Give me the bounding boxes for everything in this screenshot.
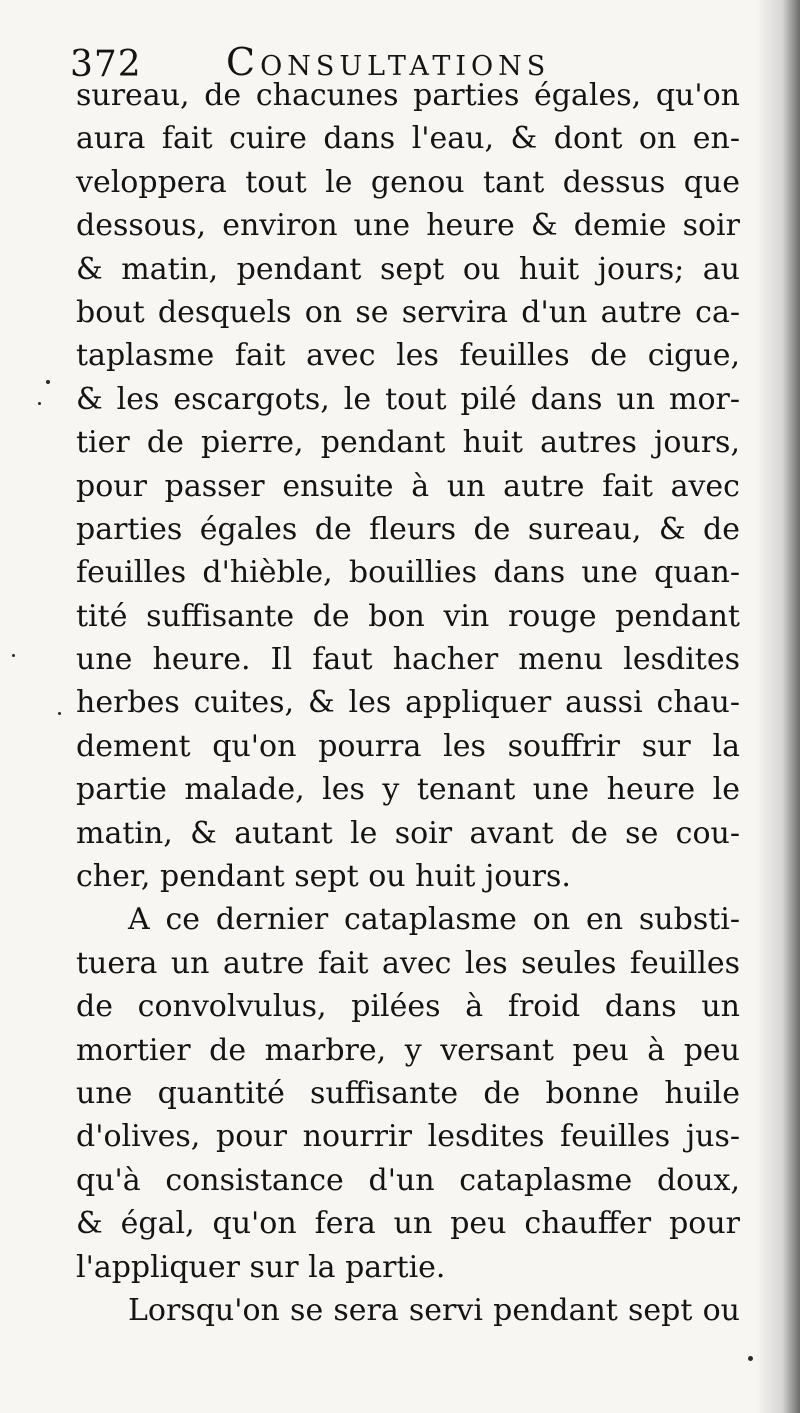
paper-speck <box>12 654 15 657</box>
text-line: tier de pierre, pendant huit autres jours, <box>76 425 740 461</box>
text-line: matin, & autant le soir avant de se cou- <box>76 815 740 851</box>
text-line: herbes cuites, & les appliquer aussi chau- <box>76 685 740 721</box>
text-line: cher, pendant sept ou huit jours. <box>76 859 571 895</box>
text-line: partie malade, les y tenant une heure le <box>76 772 740 808</box>
text-line: qu'à consistance d'un cataplasme doux, <box>76 1162 740 1198</box>
page-number: 372 <box>70 44 142 85</box>
text-line: tité suffisante de bon vin rouge pendant <box>76 598 740 634</box>
text-line: A ce dernier cataplasme on en substi- <box>128 902 740 938</box>
running-head: Consultations <box>226 40 551 84</box>
text-line: une heure. Il faut hacher menu lesdites <box>76 642 740 678</box>
text-line: & les escargots, le tout pilé dans un mor- <box>76 381 740 417</box>
paper-speck <box>46 380 50 384</box>
text-line: mortier de marbre, y versant peu à peu <box>76 1032 740 1068</box>
text-line: pour passer ensuite à un autre fait avec <box>76 468 740 504</box>
text-line: & égal, qu'on fera un peu chauffer pour <box>76 1206 740 1242</box>
text-line: de convolvulus, pilées à froid dans un <box>76 989 740 1025</box>
text-line: bout desquels on se servira d'un autre ca- <box>76 294 740 330</box>
text-line: & matin, pendant sept ou huit jours; au <box>76 251 740 287</box>
paper-speck <box>748 1356 753 1361</box>
text-line: taplasme fait avec les feuilles de cigue, <box>76 338 740 374</box>
text-line: tuera un autre fait avec les seules feuilles <box>76 945 740 981</box>
text-line: une quantité suffisante de bonne huile <box>76 1075 740 1111</box>
text-line: sureau, de chacunes parties égales, qu'on <box>76 78 740 113</box>
text-line: aura fait cuire dans l'eau, & dont on en- <box>76 121 740 157</box>
paper-speck <box>58 712 61 715</box>
paper-speck <box>38 402 41 405</box>
text-line: parties égales de fleurs de sureau, & de <box>76 511 740 547</box>
text-line: dessous, environ une heure & demie soir <box>76 208 740 244</box>
text-line: l'appliquer sur la partie. <box>76 1249 446 1285</box>
body-text <box>76 74 740 1332</box>
page-gutter-shadow <box>756 0 800 1413</box>
text-line: Lorsqu'on se sera servi pendant sept ou <box>128 1292 740 1328</box>
text-line: d'olives, pour nourrir lesdites feuilles jus- <box>76 1119 740 1155</box>
text-line: dement qu'on pourra les souffrir sur la <box>76 728 740 764</box>
text-line: veloppera tout le genou tant dessus que <box>76 164 740 200</box>
text-line: feuilles d'hièble, bouillies dans une quan- <box>76 555 740 591</box>
